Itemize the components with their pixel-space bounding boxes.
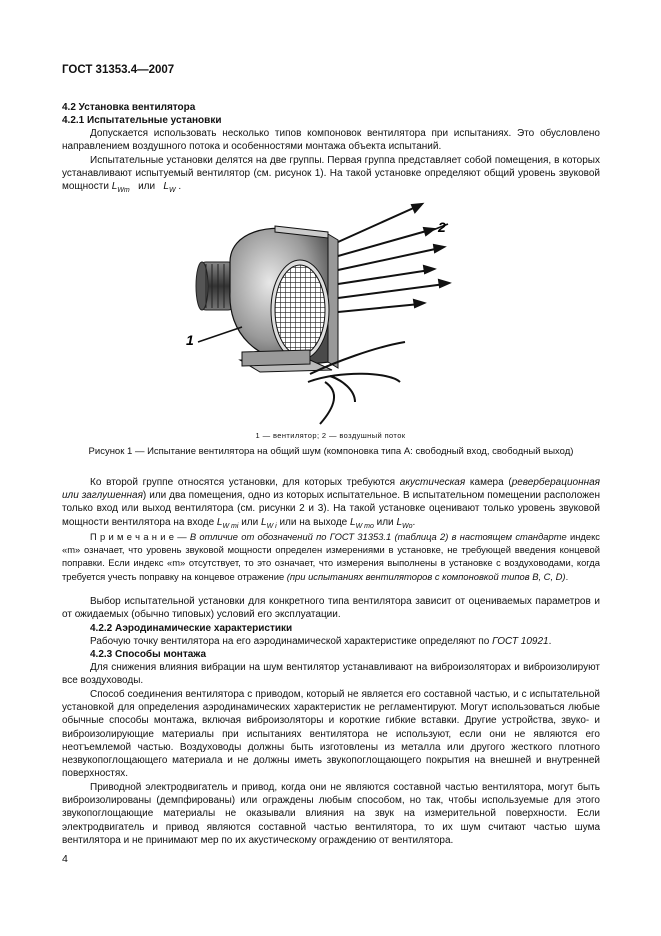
section-4-2-2-title: 4.2.2 Аэродинамические характеристики: [90, 623, 293, 634]
fan-motor: [196, 262, 234, 310]
paragraph-two-groups: Испытательные установки делятся на две группы. Первая группа представляет собой помещения, в которых устанавливают испытуемый вентилятор (см. рисунок 1). На такой установке определяют общий уровень звуковой мощности $L_{Wm}$ или $L_W$ .: [62, 155, 600, 195]
or-word: или: [138, 181, 156, 193]
symbol-lwmo: $L_{W mo}$: [350, 516, 374, 530]
paragraph-second-group: Ко второй группе относятся установки, для которых требуются акустическая камера (реверберационная или заглушенная) или два помещения, одно из которых испытательное. В испытательном помещении расположен только вход или выход вентилятора (см. рисунки 2 и 3). На такой установке оценивают только уровень звуковой мощности вентилятора на входе $L_{W mi}$ или $L_{W i}$ или на выходе $L_{W mo}$ или $L_{Wo}$.: [62, 477, 600, 530]
paragraph-test-setups: Допускается использовать несколько типов компоновок вентилятора при испытаниях. Это обусловлено направлением воздушного потока и особенностями монтажа объекта испытаний.: [62, 128, 600, 153]
callout-line-1: [198, 327, 242, 342]
airflow-outlet-arrows: [338, 204, 449, 312]
symbol-lwm: $L_{Wm}$: [111, 181, 130, 195]
figure-label-1: 1: [186, 332, 194, 348]
symbol-lwo: $L_{Wo}$: [396, 516, 413, 530]
section-4-2-1-title: 4.2.1 Испытательные установки: [62, 115, 222, 126]
section-4-2-3-title: 4.2.3 Способы монтажа: [90, 649, 207, 660]
figure-caption: Рисунок 1 — Испытание вентилятора на общий шум (компоновка типа А: свободный вход, свободный выход): [88, 446, 574, 457]
paragraph-choice: Выбор испытательной установки для конкретного типа вентилятора зависит от оцениваемых параметров и от ожидаемых (обычно типовых) условий его эксплуатации.: [62, 596, 600, 621]
paragraph-aero: Рабочую точку вентилятора на его аэродинамической характеристике определяют по ГОСТ 10921.: [90, 636, 552, 647]
figure-fan-illustration: [160, 192, 500, 436]
fan-outlet-grille: [271, 260, 329, 360]
figure-label-2: 2: [438, 219, 446, 235]
note-paragraph: П р и м е ч а н и е — В отличие от обозначений по ГОСТ 31353.1 (таблица 2) в настоящем стандарте индекс «m» означает, что уровень звуковой мощности определен измерениями в установке, не требующей введения концевой поправки. Если индекс «m» отсутствует, то это означает, что измерения выполнены в установке с воздуховодами, когда требуется учесть поправку на концевое отражение (при испытаниях вентиляторов с компоновкой типов B, C, D).: [62, 531, 600, 582]
section-4-2-title: 4.2 Установка вентилятора: [62, 102, 196, 113]
page-header: ГОСТ 31353.4—2007: [62, 64, 175, 76]
paragraph-vibration: Для снижения влияния вибрации на шум вентилятор устанавливают на виброизоляторах и виброизолируют все воздуховоды.: [62, 662, 600, 687]
paragraph-two-groups-text: Испытательные установки делятся на две группы. Первая группа представляет собой помещения, в которых устанавливают испытуемый вентилятор (см. рисунок 1). На такой установке определяют общий уровень звуковой мощности: [62, 155, 600, 193]
symbol-lwi: $L_{W i}$: [261, 516, 277, 530]
symbol-lw: $L_W$: [163, 181, 176, 195]
symbol-lwmi: $L_{W mi}$: [216, 516, 239, 530]
page-number: 4: [62, 853, 68, 865]
figure-legend: 1 — вентилятор; 2 — воздушный поток: [255, 431, 406, 440]
paragraph-mounting: Способ соединения вентилятора с приводом, который не является его составной частью, и с испытательной установкой для определения аэродинамических характеристик не регламентируют. Могут использоваться любые обычные способы монтажа, включая виброизоляторы и короткие гибкие вставки. Другие устройства, звуко- и виброизолирующие материалы при испытаниях вентилятора не используют, если они не являются его неотъемлемой частью. Воздуховоды должны быть изготовлены из металла или другого жесткого плотного незвукопоглощающего материала и не должны иметь звукопоглощающего покрытия на внешней и внутренней поверхностях.: [62, 689, 600, 780]
paragraph-drive: Приводной электродвигатель и привод, когда они не являются составной частью вентилятора, могут быть виброизолированы (демпфированы) или ограждены любым способом, но так, чтобы используемые для этого звукопоглощающие материалы не оказывали влияния на звук на измерительной поверхности. Если электродвигатель и привод являются составной частью вентилятора, то их шум считают частью шума вентилятора и не принимают мер по их акустическому ограждению от вентилятора.: [62, 782, 600, 846]
